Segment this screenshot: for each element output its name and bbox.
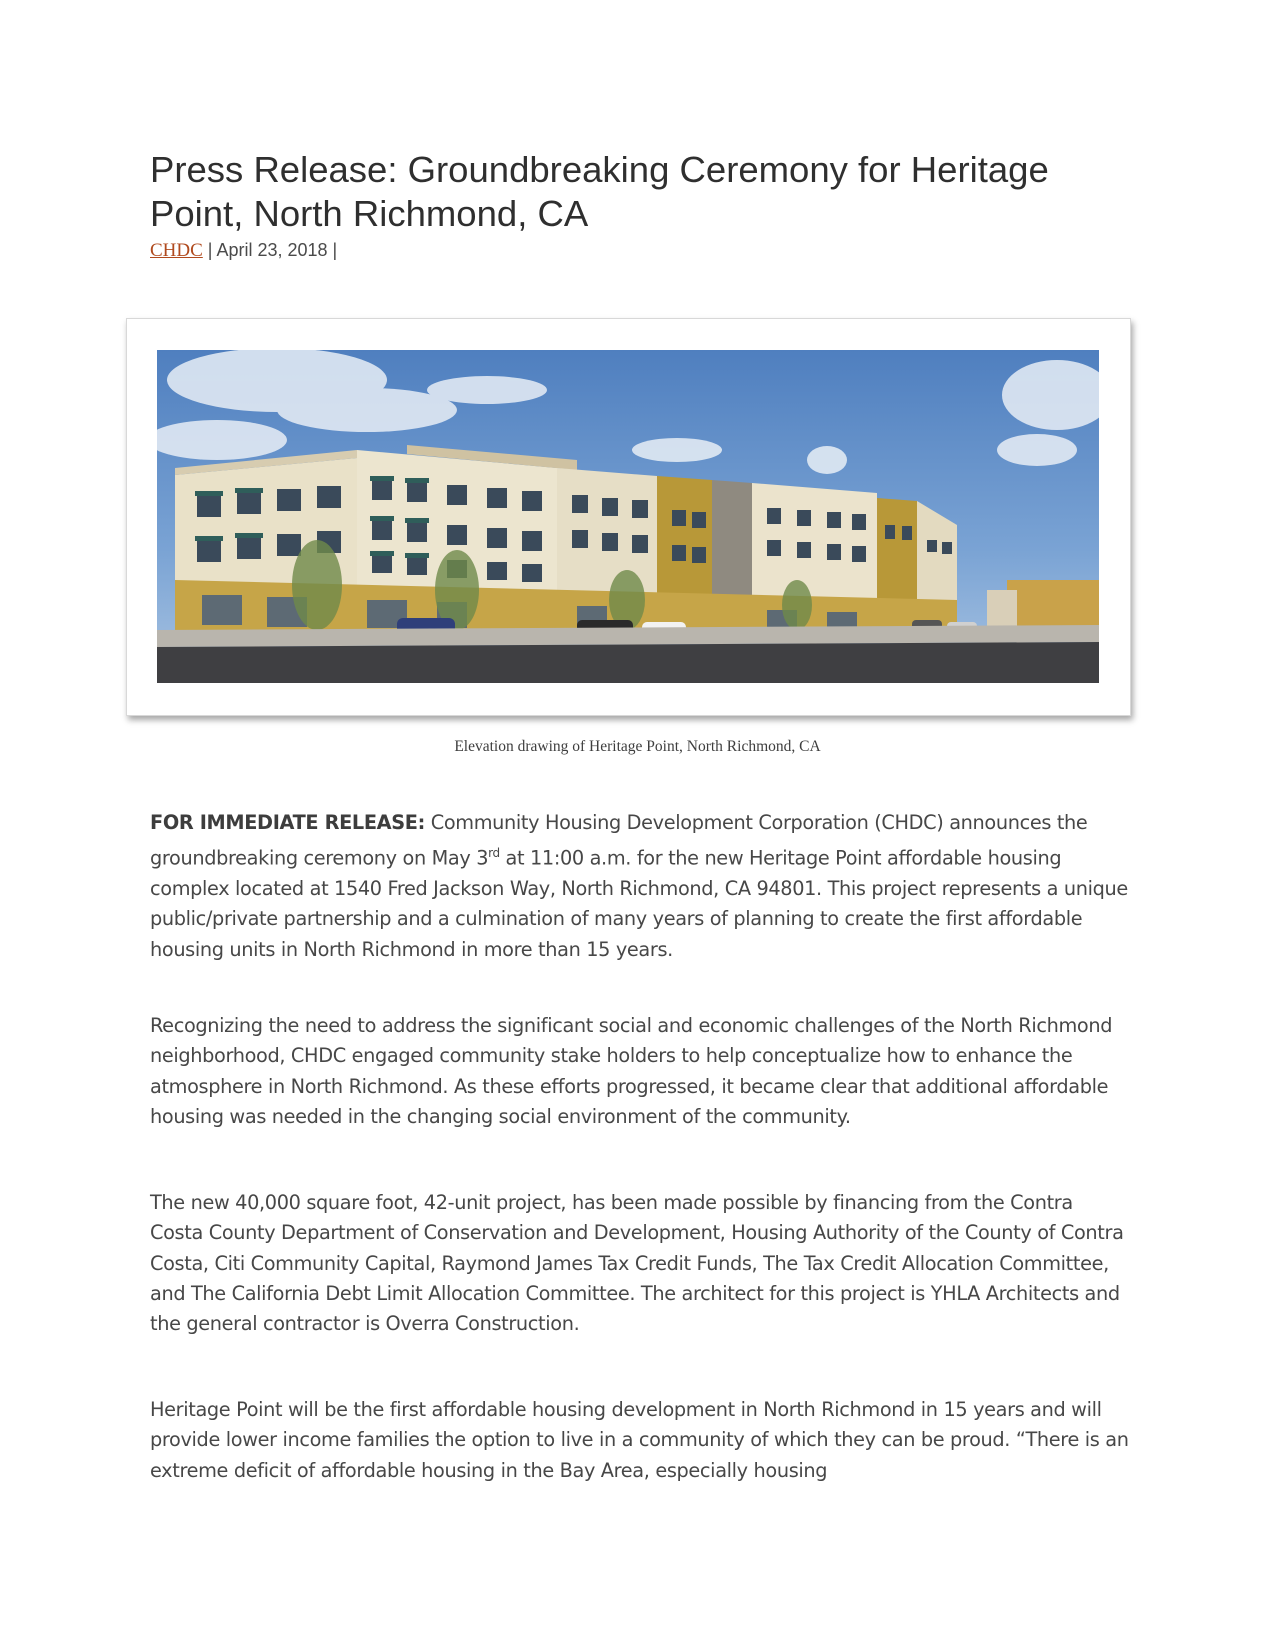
paragraph-1 bbox=[150, 808, 1130, 965]
paragraph-3: The new 40,000 square foot, 42-unit project, has been made possible by financing from the Contra Costa County Department of Conservation and Development, Housing Authority of the County of Contra Costa, Citi Community Capital, Raymond James Tax Credit Funds, The Tax Credit Allocation Committee, and The California Debt Limit Allocation Committee. The architect for this project is YHLA Architects and the general contractor is Overra Construction. bbox=[150, 1191, 1124, 1336]
figure-caption: Elevation drawing of Heritage Point, North Richmond, CA bbox=[454, 738, 821, 755]
release-label: FOR IMMEDIATE RELEASE: bbox=[150, 811, 425, 834]
publish-date: | April 23, 2018 | bbox=[202, 240, 338, 260]
figure-frame bbox=[126, 318, 1131, 716]
page-title: Press Release: Groundbreaking Ceremony for Heritage Point, North Richmond, CA bbox=[150, 149, 1049, 234]
paragraph-1-text-a: Community Housing Development Corporation (CHDC) announces the groundbreaking ceremony on May 3 bbox=[150, 811, 1088, 870]
paragraph-1-sup: rd bbox=[488, 846, 500, 861]
byline bbox=[150, 240, 337, 262]
author-link[interactable]: CHDC bbox=[150, 240, 203, 261]
paragraph-2: Recognizing the need to address the significant social and economic challenges of the North Richmond neighborhood, CHDC engaged community stake holders to help conceptualize how to enhance the atmosphere in North Richmond. As these efforts progressed, it became clear that additional affordable housing was needed in the changing social environment of the community. bbox=[150, 1014, 1113, 1128]
paragraph-4: Heritage Point will be the first affordable housing development in North Richmond in 15 years and will provide lower income families the option to live in a community of which they can be proud. “There is an extreme deficit of affordable housing in the Bay Area, especially housing bbox=[150, 1398, 1129, 1482]
paragraph-1-text-b: at 11:00 a.m. for the new Heritage Point affordable housing complex located at 1540 Fred Jackson Way, North Richmond, CA 94801. This project represents a unique public/private partnership and a culmination of many years of planning to create the first affordable housing units in North Richmond in more than 15 years. bbox=[150, 846, 1128, 961]
elevation-drawing-image bbox=[157, 350, 1099, 683]
